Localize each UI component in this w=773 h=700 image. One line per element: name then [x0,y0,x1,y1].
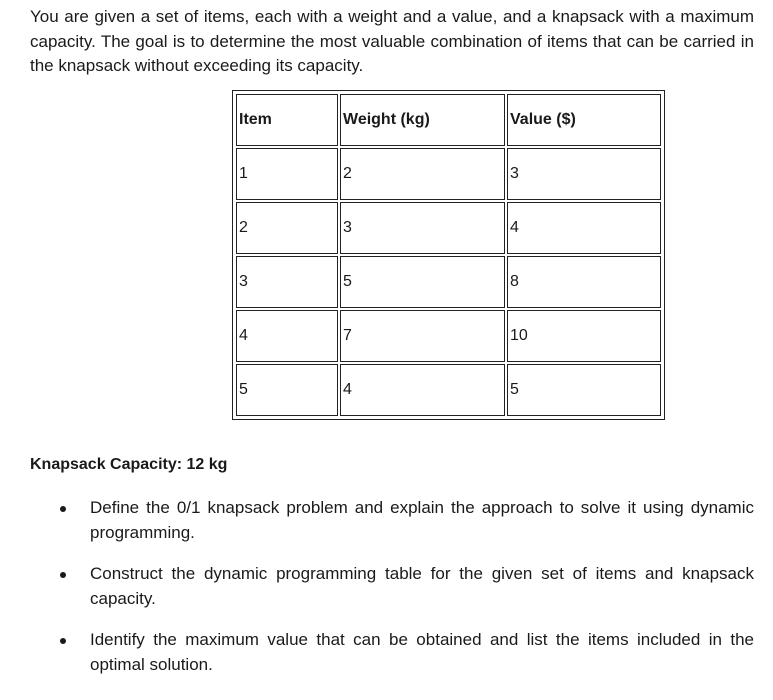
table-row [236,256,661,308]
items-table-frame [232,90,665,420]
cell-weight: 7 [340,310,505,362]
table-row [236,364,661,416]
table-row [236,202,661,254]
cell-item: 3 [236,256,338,308]
task-text: Identify the maximum value that can be obtained and list the items included in the optimal solution. [90,630,754,674]
problem-intro: You are given a set of items, each with a weight and a value, and a knapsack with a maximum capacity. The goal is to determine the most valuable combination of items that can be carried in the knapsack without exceeding its capacity. [30,7,754,75]
cell-value: 10 [507,310,661,362]
cell-weight: 5 [340,256,505,308]
list-item [30,628,754,677]
bullet-icon [60,506,66,512]
cell-value: 4 [507,202,661,254]
cell-item: 1 [236,148,338,200]
table-row [236,148,661,200]
cell-weight: 4 [340,364,505,416]
cell-item: 5 [236,364,338,416]
cell-value: 8 [507,256,661,308]
items-table [234,92,663,418]
header-weight: Weight (kg) [340,94,505,146]
task-list [30,496,754,694]
list-item [30,496,754,545]
header-value: Value ($) [507,94,661,146]
cell-weight: 2 [340,148,505,200]
header-item: Item [236,94,338,146]
table-header-row [236,94,661,146]
task-text: Construct the dynamic programming table for the given set of items and knapsack capacity. [90,564,754,608]
bullet-icon [60,572,66,578]
cell-weight: 3 [340,202,505,254]
table-row [236,310,661,362]
cell-item: 4 [236,310,338,362]
list-item [30,562,754,611]
task-text: Define the 0/1 knapsack problem and explain the approach to solve it using dynamic programming. [90,498,754,542]
knapsack-capacity: Knapsack Capacity: 12 kg [30,456,228,473]
cell-value: 5 [507,364,661,416]
bullet-icon [60,638,66,644]
cell-value: 3 [507,148,661,200]
cell-item: 2 [236,202,338,254]
